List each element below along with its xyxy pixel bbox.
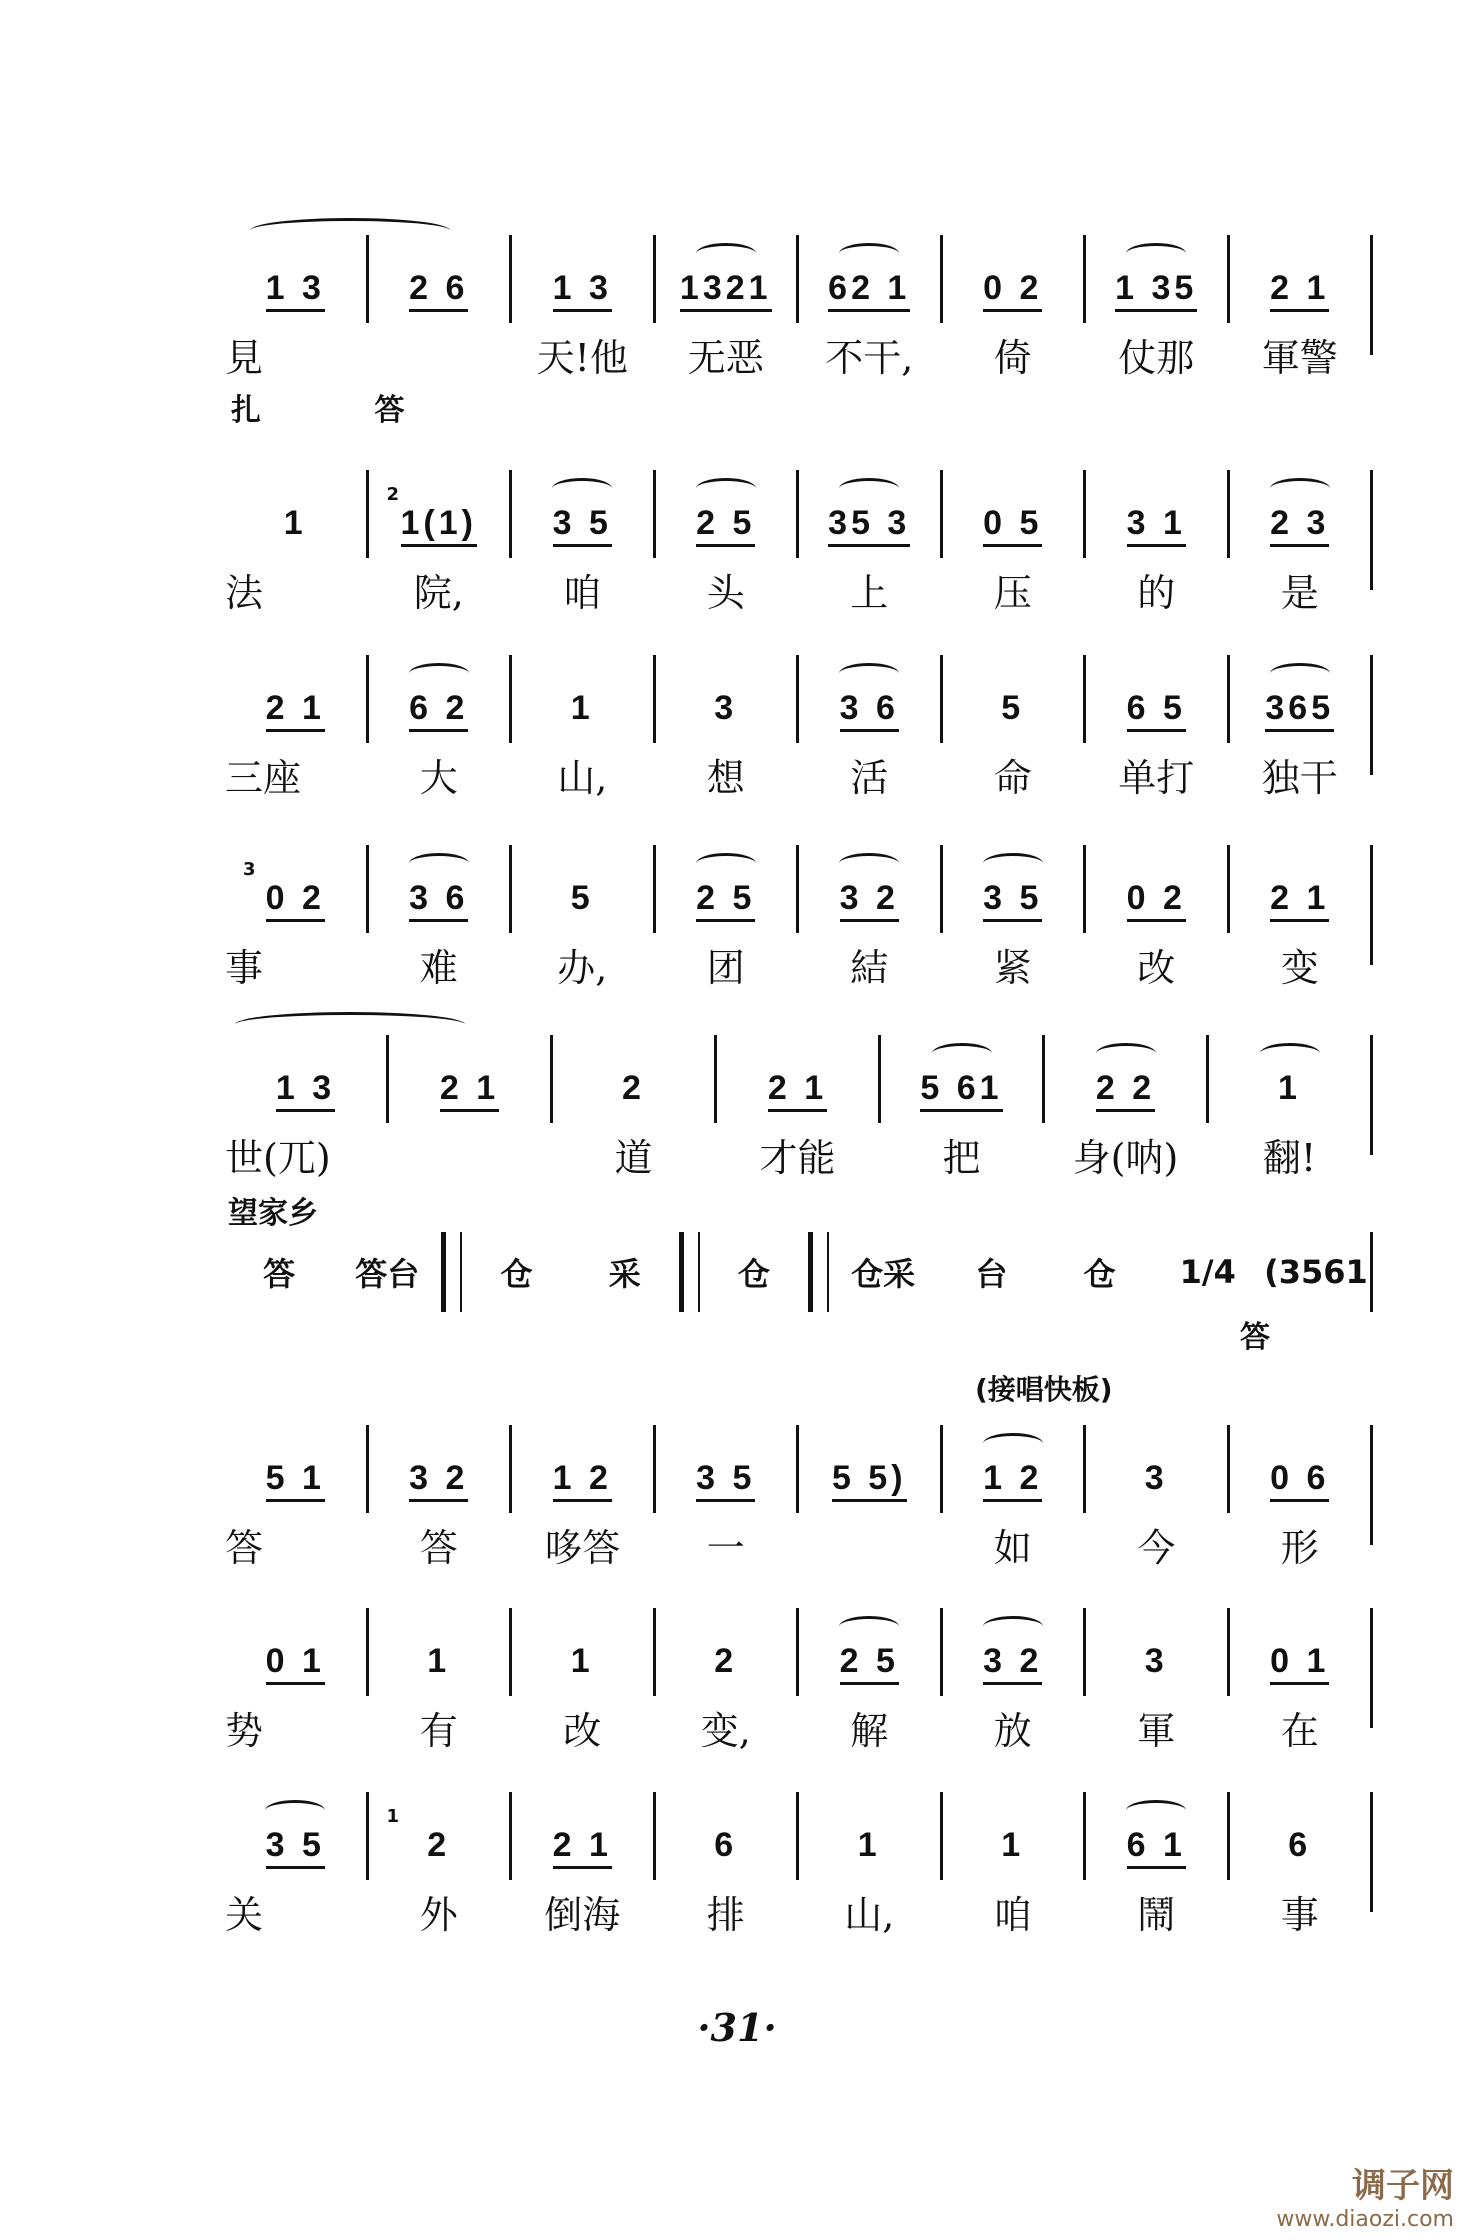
lyric: 排 bbox=[706, 1893, 745, 1937]
slur bbox=[932, 1043, 992, 1064]
measure bbox=[550, 1035, 714, 1180]
lyric: 无恶 bbox=[687, 336, 764, 380]
section-label: 望家乡 bbox=[228, 1196, 318, 1231]
notes: 5 61 bbox=[920, 1069, 1002, 1112]
music-row bbox=[225, 845, 1373, 990]
lyric: 軍 bbox=[1137, 1709, 1176, 1753]
measure bbox=[940, 845, 1084, 990]
notes: 6 5 bbox=[1127, 689, 1186, 732]
lyric: 才能 bbox=[759, 1136, 836, 1180]
notes: 0 2 bbox=[983, 269, 1042, 312]
lyric: 事 bbox=[1280, 1893, 1319, 1937]
notes: 2 1 bbox=[440, 1069, 499, 1112]
slur bbox=[696, 243, 756, 264]
measure bbox=[796, 845, 940, 990]
lyric: 天!他 bbox=[536, 336, 628, 380]
measure bbox=[225, 235, 366, 428]
perc-cell: 仓采 bbox=[851, 1255, 916, 1293]
lyric: 是 bbox=[1280, 571, 1319, 615]
measure bbox=[1227, 655, 1371, 800]
lyric: 头 bbox=[706, 571, 745, 615]
notes: 0 1 bbox=[1270, 1642, 1329, 1685]
lyric: 形 bbox=[1280, 1526, 1319, 1570]
lyric: 法 bbox=[225, 571, 264, 615]
notes: 1 bbox=[427, 1642, 451, 1680]
lyric: 仗那 bbox=[1118, 336, 1195, 380]
notes: 2 3 bbox=[1270, 504, 1329, 547]
perc-cell: 采 bbox=[608, 1255, 641, 1293]
intro-notes: (3561 bbox=[1264, 1253, 1368, 1291]
measure bbox=[1083, 1792, 1227, 1937]
repeat-barline bbox=[679, 1232, 700, 1312]
measure bbox=[653, 1792, 797, 1937]
lyric: 山, bbox=[844, 1893, 895, 1937]
notes: 6 2 bbox=[409, 689, 468, 732]
measure bbox=[796, 1608, 940, 1753]
measure bbox=[940, 470, 1084, 615]
notes: 1(1) bbox=[401, 504, 477, 547]
notes: 35 3 bbox=[828, 504, 910, 547]
phrase-slur bbox=[235, 1012, 465, 1037]
lyric: 改 bbox=[1137, 946, 1176, 990]
measure bbox=[653, 845, 797, 990]
notes: 1 bbox=[857, 1826, 881, 1864]
perc-cell: 仓 bbox=[1083, 1255, 1116, 1293]
notes: 2 2 bbox=[1096, 1069, 1155, 1112]
measure bbox=[796, 470, 940, 615]
lyric: 命 bbox=[993, 756, 1032, 800]
lyric: 变, bbox=[700, 1709, 751, 1753]
measure bbox=[1227, 1425, 1371, 1570]
measure bbox=[366, 235, 510, 428]
lyric: 办, bbox=[557, 946, 608, 990]
lyric: 如 bbox=[993, 1526, 1032, 1570]
lyric: 道 bbox=[614, 1136, 653, 1180]
lyric: 倒海 bbox=[544, 1893, 621, 1937]
measure bbox=[714, 1035, 878, 1180]
music-row bbox=[225, 1425, 1373, 1570]
notes: 0 2 bbox=[1127, 879, 1186, 922]
lyric: 世(兀) bbox=[225, 1136, 331, 1180]
measure bbox=[225, 1035, 386, 1180]
notes: 2 bbox=[714, 1642, 738, 1680]
slur bbox=[696, 853, 756, 874]
lyric: 答 bbox=[419, 1526, 458, 1570]
lyric: 大 bbox=[419, 756, 458, 800]
lyric: 在 bbox=[1280, 1709, 1319, 1753]
lyric: 結 bbox=[850, 946, 889, 990]
lyric: 把 bbox=[942, 1136, 981, 1180]
lyric: 哆答 bbox=[544, 1526, 621, 1570]
notes: 6 1 bbox=[1127, 1826, 1186, 1869]
lyric: 的 bbox=[1137, 571, 1176, 615]
notes: 1 3 bbox=[553, 269, 612, 312]
music-row bbox=[225, 1792, 1373, 1937]
notes: 3 2 bbox=[840, 879, 899, 922]
measure bbox=[225, 1792, 366, 1937]
slur bbox=[839, 243, 899, 264]
notes: 2 1 bbox=[553, 1826, 612, 1869]
lyric: 不干, bbox=[825, 336, 914, 380]
lyric: 今 bbox=[1137, 1526, 1176, 1570]
watermark-url: www.diaozi.com bbox=[1276, 2207, 1454, 2232]
slur bbox=[839, 1616, 899, 1637]
notes: 1 2 bbox=[983, 1459, 1042, 1502]
measure bbox=[225, 470, 366, 615]
music-row bbox=[225, 235, 1373, 428]
lyric: 难 bbox=[419, 946, 458, 990]
notes: 0 6 bbox=[1270, 1459, 1329, 1502]
measure bbox=[653, 1425, 797, 1570]
lyric: 事 bbox=[225, 946, 264, 990]
lyric: 答 bbox=[225, 1526, 264, 1570]
notes: 3 bbox=[1144, 1642, 1168, 1680]
lyric: 咱 bbox=[563, 571, 602, 615]
notes: 2 6 bbox=[409, 269, 468, 312]
measure bbox=[509, 1425, 653, 1570]
notes: 0 2 bbox=[266, 879, 325, 922]
measure bbox=[366, 470, 510, 615]
slur bbox=[1270, 478, 1330, 499]
measure bbox=[1083, 845, 1227, 990]
measure bbox=[796, 655, 940, 800]
measure bbox=[509, 235, 653, 380]
notes: 1 bbox=[570, 1642, 594, 1680]
measure bbox=[940, 235, 1084, 380]
slur bbox=[983, 1433, 1043, 1454]
slur bbox=[1126, 243, 1186, 264]
page-number: ·31· bbox=[697, 2005, 777, 2050]
notes: 2 1 bbox=[1270, 269, 1329, 312]
lyric: 放 bbox=[993, 1709, 1032, 1753]
measure bbox=[653, 235, 797, 380]
measure bbox=[796, 235, 940, 380]
measure bbox=[366, 1792, 510, 1937]
notes: 3 bbox=[1144, 1459, 1168, 1497]
notes: 3 2 bbox=[983, 1642, 1042, 1685]
notes: 2 5 bbox=[696, 879, 755, 922]
lyric: 压 bbox=[993, 571, 1032, 615]
lyric: 想 bbox=[706, 756, 745, 800]
lyric: 翻! bbox=[1262, 1136, 1317, 1180]
notes: 2 1 bbox=[1270, 879, 1329, 922]
perc-cell: 仓 bbox=[737, 1255, 770, 1293]
music-row bbox=[225, 470, 1373, 615]
lyric: 三座 bbox=[225, 756, 302, 800]
measure bbox=[653, 1608, 797, 1753]
lyric: 势 bbox=[225, 1709, 264, 1753]
slur bbox=[983, 853, 1043, 874]
lyric: 上 bbox=[850, 571, 889, 615]
measure bbox=[386, 1035, 550, 1123]
measure bbox=[366, 1425, 510, 1570]
measure bbox=[940, 1792, 1084, 1937]
notes: 3 6 bbox=[840, 689, 899, 732]
notes: 3 5 bbox=[983, 879, 1042, 922]
notes: 1 3 bbox=[276, 1069, 335, 1112]
notes: 365 bbox=[1265, 689, 1334, 732]
measure bbox=[1083, 1425, 1227, 1570]
lyric: 关 bbox=[225, 1893, 264, 1937]
measure bbox=[225, 845, 366, 990]
lyric: 倚 bbox=[993, 336, 1032, 380]
measure bbox=[796, 1792, 940, 1937]
notes: 1321 bbox=[680, 269, 772, 312]
lyric: 单打 bbox=[1118, 756, 1195, 800]
lyric: 軍警 bbox=[1261, 336, 1338, 380]
measure bbox=[653, 655, 797, 800]
percussion-row bbox=[225, 1232, 1373, 1312]
repeat-start-barline bbox=[441, 1232, 462, 1312]
notes: 1 2 bbox=[553, 1459, 612, 1502]
lyric: 外 bbox=[419, 1893, 458, 1937]
notes: 5 bbox=[570, 879, 594, 917]
measure bbox=[225, 1425, 366, 1570]
time-signature: 1/4 bbox=[1179, 1253, 1236, 1291]
lyric: 一 bbox=[706, 1526, 745, 1570]
music-row bbox=[225, 1035, 1373, 1180]
notes: 2 1 bbox=[266, 689, 325, 732]
measure bbox=[366, 655, 510, 800]
lyric: 咱 bbox=[993, 1893, 1032, 1937]
slur bbox=[839, 478, 899, 499]
grace-note: 2 bbox=[386, 484, 400, 505]
slur bbox=[1096, 1043, 1156, 1064]
notes: 3 1 bbox=[1127, 504, 1186, 547]
lyric: 变 bbox=[1280, 946, 1319, 990]
measure bbox=[509, 1608, 653, 1753]
notes: 1 bbox=[1278, 1069, 1301, 1107]
measure bbox=[509, 470, 653, 615]
lyric: 有 bbox=[419, 1709, 458, 1753]
measure bbox=[1227, 1792, 1371, 1937]
notes: 1 35 bbox=[1115, 269, 1197, 312]
lyric: 改 bbox=[563, 1709, 602, 1753]
perc-cell: 答台 bbox=[355, 1255, 420, 1293]
slur bbox=[1270, 663, 1330, 684]
measure bbox=[366, 845, 510, 990]
measure bbox=[1227, 1608, 1371, 1753]
lyric: 山, bbox=[557, 756, 608, 800]
measure bbox=[796, 1425, 940, 1513]
slur bbox=[409, 853, 469, 874]
measure bbox=[1227, 845, 1371, 990]
notes: 0 1 bbox=[266, 1642, 325, 1685]
lyric: 团 bbox=[706, 946, 745, 990]
measure bbox=[1083, 235, 1227, 380]
repeat-end-barline bbox=[808, 1232, 829, 1312]
music-row bbox=[225, 655, 1373, 800]
notes: 3 5 bbox=[266, 1826, 325, 1869]
measure bbox=[1083, 470, 1227, 615]
measure bbox=[225, 1608, 366, 1753]
measure bbox=[1042, 1035, 1206, 1180]
slur bbox=[409, 663, 469, 684]
slur bbox=[696, 478, 756, 499]
notes: 1 bbox=[570, 689, 594, 727]
notes: 6 bbox=[714, 1826, 738, 1864]
slur bbox=[552, 478, 612, 499]
perc-cell: 台 bbox=[975, 1255, 1008, 1293]
measure bbox=[509, 845, 653, 990]
notes: 1 bbox=[283, 504, 307, 542]
grace-note: 3 bbox=[243, 859, 256, 880]
notes: 2 5 bbox=[840, 1642, 899, 1685]
notes: 3 bbox=[714, 689, 738, 727]
phrase-slur bbox=[250, 218, 450, 243]
notes: 5 5) bbox=[832, 1459, 907, 1502]
measure bbox=[653, 470, 797, 615]
notes: 0 5 bbox=[983, 504, 1042, 547]
notes: 3 2 bbox=[409, 1459, 468, 1502]
perc-below: 答 bbox=[1240, 1320, 1270, 1355]
measure bbox=[940, 1425, 1084, 1570]
measure bbox=[509, 1792, 653, 1937]
measure bbox=[225, 655, 366, 800]
lyric: 見 bbox=[225, 336, 264, 380]
measure bbox=[1227, 470, 1371, 615]
measure bbox=[940, 655, 1084, 800]
percussion-syllable: 答 bbox=[374, 393, 405, 428]
notes: 1 3 bbox=[266, 269, 325, 312]
lyric: 院, bbox=[413, 571, 464, 615]
measure bbox=[1083, 1608, 1227, 1753]
notes: 3 5 bbox=[553, 504, 612, 547]
measure bbox=[940, 1608, 1084, 1753]
notes: 62 1 bbox=[828, 269, 910, 312]
perc-cell: 答 bbox=[263, 1255, 296, 1293]
slur bbox=[1260, 1043, 1320, 1064]
lyric: 独干 bbox=[1261, 756, 1338, 800]
lyric: 解 bbox=[850, 1709, 889, 1753]
notes: 2 1 bbox=[768, 1069, 827, 1112]
slur bbox=[983, 1616, 1043, 1637]
lyric: 鬧 bbox=[1137, 1893, 1176, 1937]
measure bbox=[1227, 235, 1371, 380]
grace-note: 1 bbox=[386, 1806, 400, 1827]
slur bbox=[1126, 1800, 1186, 1821]
lyric: 活 bbox=[850, 756, 889, 800]
tempo-note: (接唱快板) bbox=[975, 1373, 1113, 1406]
measure bbox=[1206, 1035, 1370, 1180]
notes: 5 1 bbox=[266, 1459, 325, 1502]
measure bbox=[509, 655, 653, 800]
notes: 2 bbox=[622, 1069, 645, 1107]
notes: 2 bbox=[427, 1826, 451, 1864]
notes: 1 bbox=[1001, 1826, 1025, 1864]
music-row bbox=[225, 1608, 1373, 1753]
notes: 6 bbox=[1288, 1826, 1312, 1864]
slur bbox=[839, 853, 899, 874]
slur bbox=[265, 1800, 325, 1821]
notes: 5 bbox=[1001, 689, 1025, 727]
percussion-syllable: 扎 bbox=[231, 393, 261, 428]
measure bbox=[366, 1608, 510, 1753]
notes: 2 5 bbox=[696, 504, 755, 547]
watermark-title: 调子网 bbox=[1352, 2166, 1454, 2206]
notes: 3 5 bbox=[696, 1459, 755, 1502]
measure bbox=[878, 1035, 1042, 1180]
perc-cell: 仓 bbox=[500, 1255, 533, 1293]
notes: 3 6 bbox=[409, 879, 468, 922]
measure bbox=[1083, 655, 1227, 800]
lyric: 紧 bbox=[993, 946, 1032, 990]
watermark bbox=[1276, 2158, 1454, 2232]
slur bbox=[839, 663, 899, 684]
lyric: 身(呐) bbox=[1072, 1136, 1179, 1180]
